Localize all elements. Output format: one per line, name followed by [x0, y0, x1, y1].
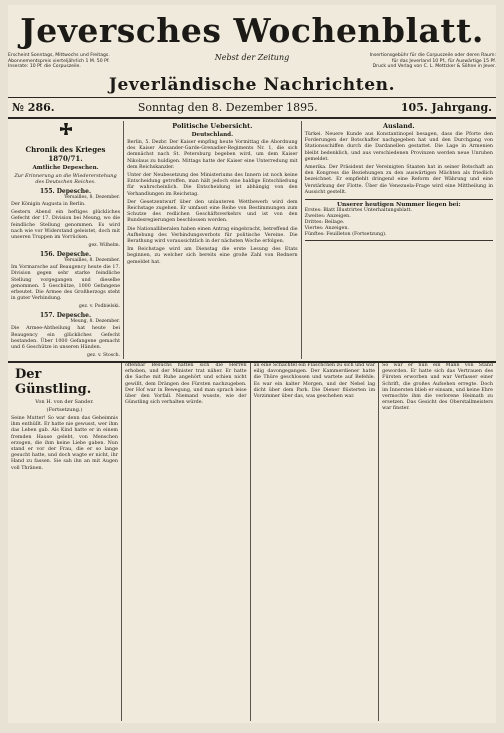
article-paragraph: Amerika. Der Präsident der Vereinigten Staaten hat in seiner Botschaft an den Kongress die Beziehungen zu den auswärtigen Mächten als friedlich bezeichnet. Er empfiehlt dringend eine Reform der Währung und eine Verstärkung der Flotte. Über die Venezuela-Frage wird eine Mittheilung in Aussicht gestellt. [304, 165, 493, 195]
war-chronicle-column [8, 121, 123, 359]
novel-column-2 [121, 363, 250, 721]
novel-title: Der Günstling. [15, 367, 92, 397]
article-paragraph: Berlin, 5. Dezbr. Der Kaiser empfing heute Vormittag die Abordnung des Kaiser Alexander-Garde-Grenadier-Regiments Nr. 1, die sich demnächst nach St. Petersburg begeben wird, um dem Kaiser Nikolaus zu huldigen. Mittags hatte der Kaiser eine Unterredung mit dem Reichskanzler. [127, 140, 298, 170]
supplement-line: Zweites: Anzeigen. [304, 214, 351, 220]
info-line: Inserate: 10 Pf. die Corpuszeile. [8, 64, 81, 70]
supplements-box [305, 199, 493, 241]
dispatch-text: Gestern Abend ein heftiges glückliches Gefecht der 17. Division bei Meung, wo die feindliche Stellung genommen. Es wird nach wie vor Widerstand geleistet, doch mit unseren Truppen im Vorrücken. [11, 210, 121, 241]
supplements-title: Unserer heutigen Nummer liegen bei: [336, 202, 461, 209]
newspaper-title: Jeversches Wochenblatt. [20, 11, 484, 50]
iron-cross-icon [11, 123, 120, 143]
dispatch-156-title: 156. Depesche. [40, 251, 92, 259]
dispatch-addressee: Der Königin Augusta in Berlin. [11, 202, 86, 207]
novel-column-4 [378, 363, 496, 721]
remembrance-note: Zur Erinnerung an die Wiedererstehung des Deutschen Reiches. [14, 173, 117, 185]
article-paragraph: Der Gesetzentwurf über den unlauteren Wettbewerb wird dem Reichstage zugehen. Er umfasst eine Reihe von Bestimmungen zum Schutze des redlichen Geschäftsverkehrs und ist von den Bundesregierungen beschlossen worden. [127, 199, 298, 224]
novel-text: an eine Schachtel ein Fläschchen zu sich und war eilig davongegangen. Der Kammerdiener hatte die Thüre geschlossen und wartete auf Befehle. Es war ein kalter Morgen, und der Nebel lag dicht über dem Park. Die Diener flüsterten im Vorzimmer über das, was geschehen war. [253, 363, 376, 400]
dispatch-text: Die Armee-Abtheilung hat heute bei Beaugency ein glückliches Gefecht bestanden. Über 1000 Gefangene gemacht und 6 Geschütze in unseren Händen. [11, 326, 121, 351]
dispatch-place: Versailles, 8. Dezember. [64, 195, 121, 200]
dispatch-signature: gez. Wilhelm. [88, 243, 121, 249]
issue-date: Sonntag den 8. Dezember 1895. [137, 101, 318, 114]
section-subheader: Deutschland. [191, 132, 234, 138]
novel-text: So war er nun ein Mann von Stand geworden. Er hatte sich das Vertrauen des Fürsten erworben und war Verfasser einer Schrift, die großes Aufsehen erregte. Doch im Innersten blieb er einsam, und keine Ehre vermochte ihm die verlorene Heimath zu ersetzen. Das Gesicht des Oberstallmeisters war finster. [382, 363, 494, 412]
novel-author: Von H. von der Sander. [35, 399, 94, 405]
masthead [8, 5, 496, 98]
dateline [8, 98, 496, 119]
novel-text: offenbar Besuchs hatten sich die Herren erhoben, und der Minister trat näher. Er hatte die Sache mit Ruhe angehört und schien nicht gewillt, dem Drängen des Fürsten nachzugeben. Der Hof war in Bewegung, und man sprach leise über den Vorfall. Niemand wusste, wie der Günstling sich verhalten würde. [124, 363, 247, 406]
novel-column-1 [8, 363, 121, 721]
info-line: Druck und Verlag von C. L. Mettcker & Söhne in Jever. [372, 64, 496, 70]
subscription-info [8, 53, 143, 70]
article-paragraph: Türkei. Neuere Kunde aus Konstantinopel besagen, dass die Pforte den Forderungen der Botschafter nachgegeben hat und den Durchgang von Stationsschiffen durch die Dardanellen gestattet. Die Lage in Armenien bleibt bedenklich, und aus verschiedenen Provinzen werden neue Unruhen gemeldet. [304, 132, 493, 162]
issue-number: № 286. [12, 101, 55, 114]
newspaper-page [8, 5, 496, 723]
insertion-info [361, 53, 496, 70]
supplement-note: Nebst der Zeitung [214, 53, 290, 62]
novel-column-3 [250, 363, 379, 721]
political-overview-column [123, 121, 301, 359]
novel-text: Seine Mutter! So war denn das Geheimnis ihm enthüllt. Er hatte nie gewusst, wer ihm das Leben gab. Als Kind hatte er in einem fremden Hause gelebt, von Menschen erzogen, die ihm keine Liebe gaben. Nun stand er vor der Frau, die er so lange gesucht hatte, und doch wagte er nicht, ihr Hand zu fassen. Sie sah ihn an mit Augen voll Thränen. [11, 416, 118, 471]
info-line: Insertionsgebühr für die Corpuszeile oder deren Raum: [369, 53, 496, 58]
upper-columns [8, 121, 496, 359]
foreign-news-column [301, 121, 496, 359]
novel-continued: (Fortsetzung.) [46, 407, 83, 413]
article-paragraph: Die Nationalliberalen haben einen Antrag eingebracht, betreffend die Aufhebung des Verbindungsverbots für politische Vereine. Die Berathung wird voraussichtlich in der nächsten Woche erfolgen. [127, 226, 298, 245]
info-line: für das Jeverland 10 Pf., für Auswärtige 15 Pf. [391, 58, 496, 64]
volume-year: 105. Jahrgang. [400, 101, 492, 114]
supplement-line: Fünftes: Feuilleton (Fortsetzung). [304, 232, 387, 238]
dispatch-155-title: 155. Depesche. [40, 188, 92, 195]
dispatch-place: Versailles, 8. Dezember. [64, 258, 121, 264]
newspaper-subtitle: Jeverländische Nachrichten. [108, 75, 396, 95]
supplement-line: Erstes: Blatt Illustrirtes Unterhaltungsblatt. [304, 208, 413, 214]
article-paragraph: Im Reichstage wird am Dienstag die erste Lesung des Etats beginnen, zu welcher sich bereits eine große Zahl von Rednern gemeldet hat. [127, 247, 298, 265]
section-header: Politische Uebersicht. [172, 122, 253, 130]
masthead-info-row [8, 53, 496, 73]
article-paragraph: Unter der Neubesetzung des Ministeriums des Innern ist noch keine Entscheidung getroffen, man hält jedoch eine baldige Entschließung für wahrscheinlich. Die Entscheidung ist abhängig von den Verhandlungen im Reichstag. [127, 173, 298, 197]
feuilleton-section [8, 361, 496, 721]
info-line: Abonnementspreis vierteljährlich 1 M. 50 Pf. [8, 58, 110, 64]
dispatch-text: Im Vormarsche auf Beaugency heute die 17. Division gegen sehr starke feindliche Stellung vorgegangen und dieselbe genommen. 5 Geschütze, 1000 Gefangene erbeutet. Die Armee des Großherzogs steht in guter Verbindung. [11, 265, 121, 302]
supplement-line: Drittes: Beilage. [304, 220, 345, 226]
info-line: Erscheint Sonntags, Mittwochs und Freitags. [8, 53, 110, 58]
supplement-line: Viertes: Anzeigen. [304, 226, 350, 232]
dispatch-signature: gez. v. Podbielski. [78, 304, 121, 310]
section-header: Ausland. [382, 122, 415, 130]
chronicle-title: Chronik des Krieges 1870/71. [25, 145, 106, 163]
dispatch-signature: gez. v. Stosch. [86, 353, 121, 359]
official-dispatches: Amtliche Depeschen. [32, 165, 99, 171]
dispatch-157-title: 157. Depesche. [40, 312, 92, 320]
dispatch-place: Meung, 8. Dezember. [70, 319, 121, 325]
